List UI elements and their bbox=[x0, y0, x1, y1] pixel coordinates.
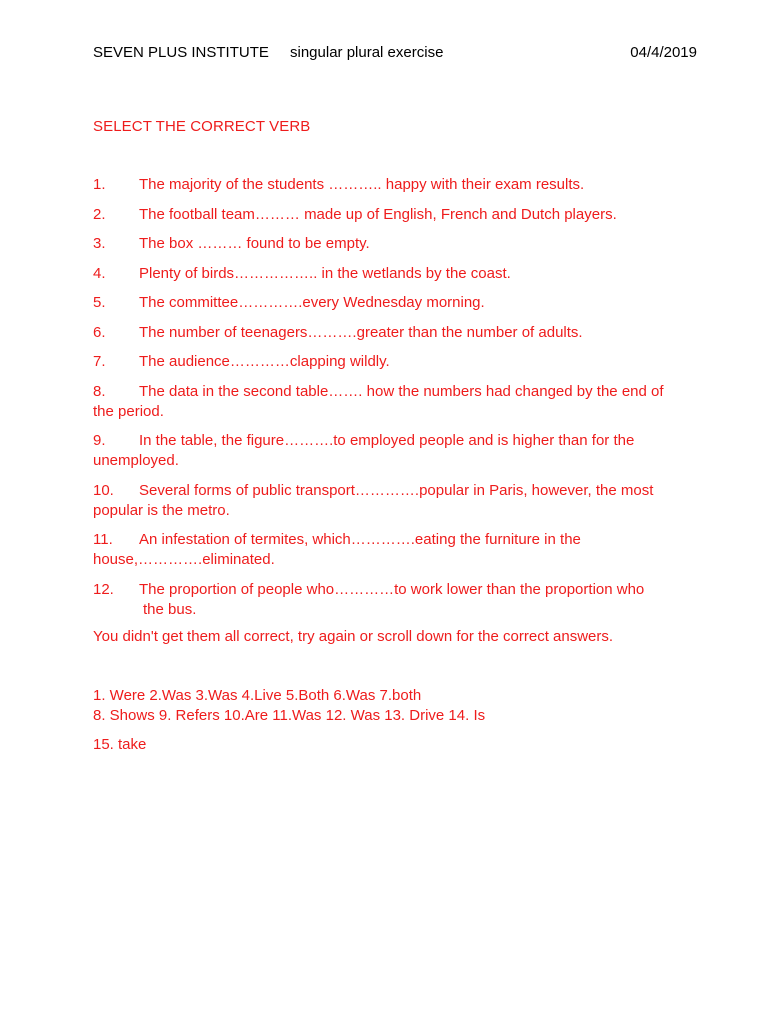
document-date: 04/4/2019 bbox=[630, 44, 697, 61]
question-text: The football team……… made up of English, French and Dutch players. bbox=[139, 205, 617, 223]
feedback-message: You didn't get them all correct, try again or scroll down for the correct answers. bbox=[93, 628, 614, 645]
question-text: Several forms of public transport………….popular in Paris, however, the most popular is the metro. bbox=[93, 481, 654, 519]
question-list bbox=[93, 175, 683, 629]
question-number: 6. bbox=[93, 323, 106, 341]
answer-line: 15. take bbox=[93, 736, 147, 753]
question-text: The audience…………clapping wildly. bbox=[139, 353, 390, 370]
question-text: The proportion of people who…………to work lower than the proportion who bbox=[139, 580, 645, 598]
question-text: An infestation of termites, which………….eating the furniture in the house,………….eliminated. bbox=[93, 531, 581, 568]
answer-line: 8. Shows 9. Refers 10.Are 11.Was 12. Was 13. Drive 14. Is bbox=[93, 707, 486, 724]
question-item bbox=[93, 352, 683, 372]
question-text: The committee………….every Wednesday morning. bbox=[139, 294, 485, 311]
question-number: 10. bbox=[93, 481, 114, 499]
question-item bbox=[93, 530, 683, 570]
question-text: In the table, the figure……….to employed people and is higher than for the unemployed. bbox=[93, 432, 635, 469]
question-number: 1. bbox=[93, 176, 106, 193]
question-number: 4. bbox=[93, 264, 106, 282]
question-text: Plenty of birds…………….. in the wetlands by the coast. bbox=[139, 264, 511, 282]
institute-name: SEVEN PLUS INSTITUTE bbox=[93, 44, 269, 61]
question-item bbox=[93, 175, 683, 195]
question-number: 9. bbox=[93, 432, 106, 449]
question-number: 11. bbox=[93, 531, 113, 548]
question-text-end: the bus. bbox=[143, 600, 197, 618]
question-item bbox=[93, 481, 683, 521]
question-item bbox=[93, 431, 683, 471]
question-item bbox=[93, 580, 683, 620]
question-item bbox=[93, 264, 683, 284]
document-header bbox=[93, 44, 697, 64]
question-text: The box ……… found to be empty. bbox=[139, 235, 370, 252]
question-number: 5. bbox=[93, 294, 106, 311]
question-item bbox=[93, 205, 683, 225]
question-text: The majority of the students ……….. happy with their exam results. bbox=[139, 176, 585, 193]
question-number: 8. bbox=[93, 382, 106, 400]
answer-key bbox=[93, 686, 693, 726]
answer-line: 1. Were 2.Was 3.Was 4.Live 5.Both 6.Was 7.both bbox=[93, 687, 422, 704]
question-text: The data in the second table……. how the numbers had changed by the end of the period. bbox=[93, 382, 664, 420]
question-text: The number of teenagers……….greater than the number of adults. bbox=[139, 323, 583, 341]
question-item bbox=[93, 293, 683, 313]
question-item bbox=[93, 323, 683, 343]
question-number: 2. bbox=[93, 205, 106, 223]
question-number: 3. bbox=[93, 235, 106, 252]
question-number: 7. bbox=[93, 353, 106, 370]
question-item bbox=[93, 382, 683, 422]
exercise-title: singular plural exercise bbox=[290, 44, 444, 61]
instruction-heading: SELECT THE CORRECT VERB bbox=[93, 118, 311, 135]
question-item bbox=[93, 234, 683, 254]
question-number: 12. bbox=[93, 580, 114, 598]
